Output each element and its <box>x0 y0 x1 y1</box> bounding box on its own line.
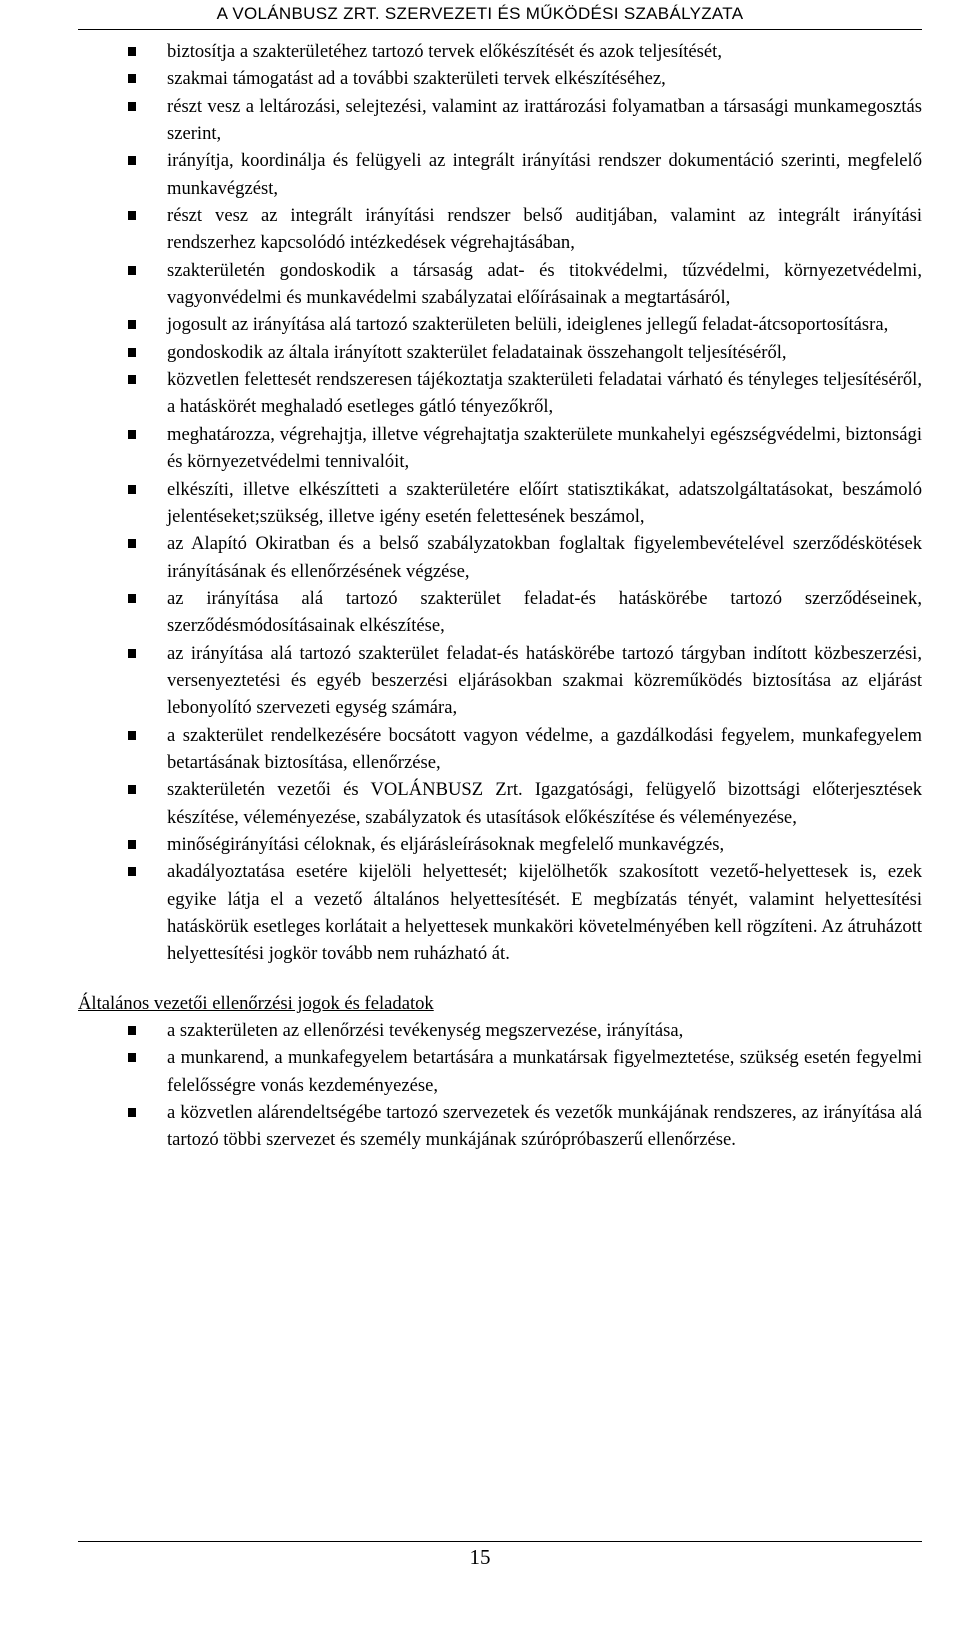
list-item-text: a szakterület rendelkezésére bocsátott vagyon védelme, a gazdálkodási fegyelem, munkafegyelem betartásának biztosítása, ellenőrzése, <box>167 724 922 773</box>
header-divider <box>78 29 922 30</box>
list-item <box>78 257 922 312</box>
square-bullet-icon <box>128 594 136 603</box>
square-bullet-icon <box>128 649 136 658</box>
list-item <box>78 339 922 366</box>
list-item <box>78 65 922 92</box>
page-number: 15 <box>469 1545 491 1569</box>
square-bullet-icon <box>128 156 136 165</box>
list-item-text: részt vesz az integrált irányítási rendszer belső auditjában, valamint az integrált irányítási rendszerhez kapcsolódó intézkedések végrehajtásában, <box>167 205 922 254</box>
section-title: Általános vezetői ellenőrzési jogok és feladatok <box>78 992 434 1014</box>
square-bullet-icon <box>128 840 136 849</box>
list-item-text: részt vesz a leltározási, selejtezési, valamint az irattározási folyamatban a társasági munkamegosztás szerint, <box>167 95 922 145</box>
duties-list <box>78 38 922 968</box>
square-bullet-icon <box>128 1053 136 1062</box>
list-item-text: akadályoztatása esetére kijelöli helyettesét; kijelölhetők szakosított vezető-helyettesek is, ezek egyike látja el a vezető általános helyettesítését. E megbízatás tényét, valamint helyettesítési hatáskörük esetleges korlátait a helyettesek munkaköri követelményében kell rögzíteni. Az átruházott helyettesítési jogkör tovább nem ruházható át. <box>167 861 922 965</box>
square-bullet-icon <box>128 211 136 220</box>
list-item-text: biztosítja a szakterületéhez tartozó tervek előkészítését és azok teljesítését, <box>167 41 722 62</box>
list-item <box>78 311 922 338</box>
list-item <box>78 1017 922 1044</box>
list-item-text: szakterületén vezetői és VOLÁNBUSZ Zrt. Igazgatósági, felügyelő bizottsági előterjesztések készítése, véleményezése, szabályzatok és utasítások előkészítése és véleményezése, <box>167 779 922 828</box>
list-item-text: szakterületén gondoskodik a társaság adat- és titokvédelmi, tűzvédelmi, környezetvédelmi, vagyonvédelmi és munkavédelmi szabályzatai előírásainak a megtartásáról, <box>167 259 922 309</box>
square-bullet-icon <box>128 102 136 111</box>
square-bullet-icon <box>128 1026 136 1035</box>
list-item-text: irányítja, koordinálja és felügyeli az integrált irányítási rendszer dokumentáció szerinti, megfelelő munkavégzést, <box>167 150 922 199</box>
list-item <box>78 202 922 257</box>
square-bullet-icon <box>128 266 136 275</box>
list-item <box>78 858 922 967</box>
list-item-text: meghatározza, végrehajtja, illetve végrehajtatja szakterülete munkahelyi egészségvédelmi, biztonsági és környezetvédelmi tennivalóit, <box>167 423 922 473</box>
square-bullet-icon <box>128 539 136 548</box>
square-bullet-icon <box>128 485 136 494</box>
square-bullet-icon <box>128 320 136 329</box>
list-item-text: az irányítása alá tartozó szakterület feladat-és hatáskörébe tartozó tárgyban indított közbeszerzési, versenyeztetési és egyéb beszerzési eljárásokban szakmai közreműködés biztosítása az eljárást lebonyolító szervezeti egység számára, <box>167 642 922 719</box>
list-item <box>78 640 922 722</box>
page-content <box>78 38 922 1154</box>
list-item-text: az irányítása alá tartozó szakterület feladat-és hatáskörébe tartozó szerződéseinek, szerződésmódosításainak elkészítése, <box>167 587 922 637</box>
footer-divider <box>78 1541 922 1542</box>
list-item <box>78 147 922 202</box>
document-header: A VOLÁNBUSZ ZRT. SZERVEZETI ÉS MŰKÖDÉSI SZABÁLYZATA <box>216 4 744 23</box>
list-item-text: a munkarend, a munkafegyelem betartására a munkatársak figyelmeztetése, szükség esetén fegyelmi felelősségre vonás kezdeményezése, <box>167 1047 922 1096</box>
square-bullet-icon <box>128 348 136 357</box>
list-item <box>78 722 922 777</box>
square-bullet-icon <box>128 375 136 384</box>
list-item <box>78 476 922 531</box>
section-items-list <box>78 1017 922 1154</box>
list-item-text: minőségirányítási céloknak, és eljárásleírásoknak megfelelő munkavégzés, <box>167 833 725 855</box>
list-item-text: jogosult az irányítása alá tartozó szakterületen belüli, ideiglenes jellegű feladat-átcsoportosításra, <box>167 314 889 336</box>
list-item <box>78 38 922 65</box>
square-bullet-icon <box>128 74 136 83</box>
list-item <box>78 585 922 640</box>
square-bullet-icon <box>128 731 136 740</box>
square-bullet-icon <box>128 430 136 439</box>
list-item-text: a szakterületen az ellenőrzési tevékenység megszervezése, irányítása, <box>167 1020 684 1042</box>
list-item-text: szakmai támogatást ad a további szakterületi tervek elkészítéséhez, <box>167 68 666 90</box>
list-item-text: gondoskodik az általa irányított szakterület feladatainak összehangolt teljesítéséről, <box>167 341 787 363</box>
square-bullet-icon <box>128 47 136 56</box>
list-item <box>78 93 922 148</box>
list-item <box>78 421 922 476</box>
square-bullet-icon <box>128 1108 136 1117</box>
list-item-text: elkészíti, illetve elkészítteti a szakterületére előírt statisztikákat, adatszolgáltatásokat, beszámoló jelentéseket;szükség, illetve igény esetén felettesének beszámol, <box>167 478 922 527</box>
list-item <box>78 1099 922 1154</box>
list-item <box>78 831 922 858</box>
square-bullet-icon <box>128 785 136 794</box>
list-item <box>78 366 922 421</box>
list-item <box>78 776 922 831</box>
list-item-text: a közvetlen alárendeltségébe tartozó szervezetek és vezetők munkájának rendszeres, az irányítása alá tartozó többi szervezet és személy munkájának szúrópróbaszerű ellenőrzése. <box>167 1102 922 1151</box>
list-item-text: az Alapító Okiratban és a belső szabályzatokban foglaltak figyelembevételével szerződéskötések irányításának és ellenőrzésének végzése, <box>167 533 922 582</box>
list-item-text: közvetlen felettesét rendszeresen tájékoztatja szakterületi feladatai várható és tényleges teljesítéséről, a hatáskörét meghaladó esetleges gátló tényezőkről, <box>167 369 922 418</box>
list-item <box>78 530 922 585</box>
list-item <box>78 1044 922 1099</box>
square-bullet-icon <box>128 867 136 876</box>
